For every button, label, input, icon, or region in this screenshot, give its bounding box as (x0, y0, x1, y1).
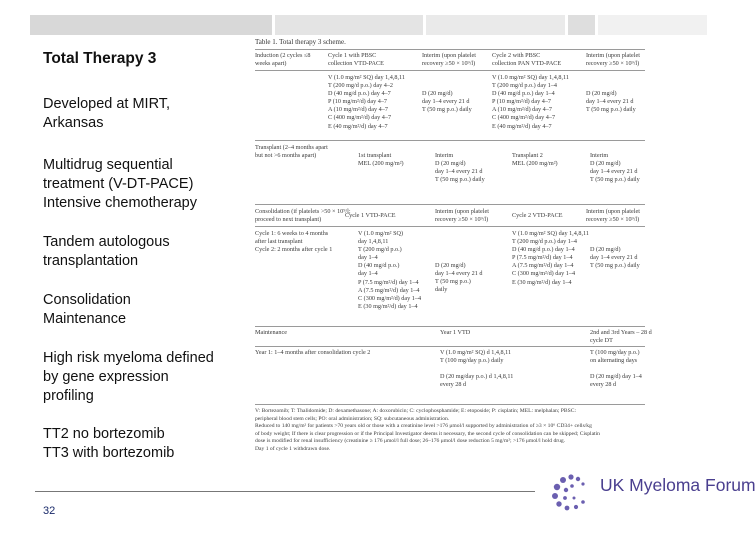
top-bar-segment (598, 15, 707, 35)
developed-point: Developed at MIRT, Arkansas (43, 96, 171, 131)
consolidation-header-c5: Interim (upon platelet recovery ≥50 × 10⁹/l) (586, 208, 640, 224)
therapy-scheme-table (250, 36, 652, 466)
tt-point: TT2 no bortezomib TT3 with bortezomib (43, 426, 175, 461)
transplant-c2: 1st transplant MEL (200 mg/m²) (358, 152, 404, 168)
consolidation-c3: D (20 mg/d) day 1–4 every 21 d T (50 mg p.o.) daily (435, 262, 483, 294)
table-footnote: V: Bortezomib; T: Thalidomide; D: dexamethasone; A: doxorubicin; C: cyclophosphamide; E: etoposide; P: cisplatin; MEL: melphalan; PBSC: peripheral blood stem cells; PO: oral administration; SQ: subcutaneous administration. Reduced to 140 mg/m² for patients >70 years old or those with a creatinine level >176 μmol/l supported by administration of ≥3 × 10⁶ CD34+ cells/kg of body weight; If there is clear progression or if the Principal Investigator deems it necessary, the second cycle of consolidation can be skipped; Cisplatin dose is modified for renal insufficiency (creatinine ≥ 176 μmol/l full dose; 26–176 μmol/l dose reduction 5 mg/m²; >176 μmol/l hold drug. Day 1 of cycle 1 withdrawn dose. (255, 408, 600, 452)
header-c4: Cycle 2 with PBSC collection PAN VTD-PACE (492, 52, 562, 68)
treatment-point: Multidrug sequential treatment (V-DT-PACE) Intensive chemotherapy (43, 157, 197, 211)
top-decor-bar (30, 15, 710, 35)
tandem-point: Tandem autologous transplantation (43, 234, 170, 269)
table-rule (255, 226, 645, 227)
maintenance-row: Year 1: 1–4 months after consolidation cycle 2 (255, 349, 371, 356)
table-rule (255, 404, 645, 405)
table-caption: Table 1. Total therapy 3 scheme. (255, 38, 346, 46)
transplant-c4: Transplant 2 MEL (200 mg/m²) (512, 152, 558, 168)
logo-text: UK Myeloma Forum (600, 475, 756, 495)
header-c3: Interim (upon platelet recovery ≥50 × 10⁹/l) (422, 52, 476, 68)
induction-c4: V (1.0 mg/m² SQ) day 1,4,8,11 T (200 mg/d p.o.) day 1–4 D (40 mg/d p.o.) day 1–4 P (10 mg/m²/d) day 4–7 A (10 mg/m²/d) day 4–7 C (400 mg/m²/d) day 4–7 E (40 mg/m²/d) day 4–7 (492, 74, 569, 130)
consolidation-point: Consolidation Maintenance (43, 292, 131, 327)
consolidation-header-c4: Cycle 2 VTD-PACE (512, 212, 563, 219)
transplant-c3: Interim D (20 mg/d) day 1–4 every 21 d T (50 mg p.o.) daily (435, 152, 485, 184)
header-c2: Cycle 1 with PBSC collection VTD-PACE (328, 52, 384, 68)
consolidation-c1: Cycle 1: 6 weeks to 4 months after last transplant Cycle 2: 2 months after cycle 1 (255, 230, 333, 254)
consolidation-header-c2: Cycle 1 VTD-PACE (345, 212, 396, 219)
maintenance-year1: Year 1 VTD (440, 329, 471, 336)
table-rule (255, 70, 645, 71)
table-rule (255, 204, 645, 205)
induction-c5: D (20 mg/d) day 1–4 every 21 d T (50 mg p.o.) daily (586, 90, 636, 114)
highrisk-point: High risk myeloma defined by gene expression profiling (43, 350, 214, 404)
page-number: 32 (43, 505, 56, 517)
header-c1: Induction (2 cycles ≤8 weeks apart) (255, 52, 311, 68)
transplant-c5: Interim D (20 mg/d) day 1–4 every 21 d T (50 mg p.o.) daily (590, 152, 640, 184)
footer-rule (35, 491, 535, 492)
maintenance-label: Maintenance (255, 329, 287, 336)
table-rule (255, 326, 645, 327)
consolidation-header: Consolidation (if platelets >50 × 10⁹/l; proceed to next transplant) (255, 208, 351, 224)
top-bar-segment (30, 15, 272, 35)
table-rule (255, 49, 645, 50)
consolidation-c5: D (20 mg/d) day 1–4 every 21 d T (50 mg p.o.) daily (590, 246, 640, 270)
table-rule (255, 140, 645, 141)
top-bar-segment (275, 15, 423, 35)
top-bar-segment (568, 15, 596, 35)
maintenance-c4: T (100 mg/day p.o.) on alternating days D (20 mg/d) day 1–4 every 28 d (590, 349, 642, 389)
slide-title: Total Therapy 3 (43, 50, 157, 67)
consolidation-header-c3: Interim (upon platelet recovery ≥50 × 10⁹/l) (435, 208, 489, 224)
maintenance-c3: V (1.0 mg/m² SQ) d 1,4,8,11 T (100 mg/day p.o.) daily D (20 mg/day p.o.) d 1,4,8,11 every 28 d (440, 349, 514, 389)
consolidation-c2: V (1.0 mg/m² SQ) day 1,4,8,11 T (200 mg/d p.o.) day 1–4 D (40 mg/d p.o.) day 1–4 P (7.5 mg/m²/d) day 1–4 A (7.5 mg/m²/d) day 1–4 C (300 mg/m²/d) day 1–4 E (30 mg/m²/d) day 1–4 (358, 230, 422, 310)
transplant-c1: Transplant (2–4 months apart but not >6 months apart) (255, 144, 328, 160)
top-bar-segment (426, 15, 564, 35)
consolidation-c4: V (1.0 mg/m² SQ) day 1,4,8,11 T (200 mg/d p.o.) day 1–4 D (40 mg/d p.o.) day 1–4 P (7.5 mg/m²/d) day 1–4 A (7.5 mg/m²/d) day 1–4 C (300 mg/m²/d) day 1–4 E (30 mg/m²/d) day 1–4 (512, 230, 589, 286)
induction-c3: D (20 mg/d) day 1–4 every 21 d T (50 mg p.o.) daily (422, 90, 472, 114)
maintenance-year2: 2nd and 3rd Years – 28 d cycle DT (590, 329, 652, 345)
header-c5: Interim (upon platelet recovery ≥50 × 10⁹/l) (586, 52, 640, 68)
induction-c2: V (1.0 mg/m² SQ) day 1,4,8,11 T (200 mg/d p.o.) day 4–2 D (40 mg/d p.o.) day 4–7 P (10 mg/m²/d) day 4–7 A (10 mg/m²/d) day 4–7 C (400 mg/m²/d) day 4–7 E (40 mg/m²/d) day 4–7 (328, 74, 405, 130)
table-rule (255, 346, 645, 347)
